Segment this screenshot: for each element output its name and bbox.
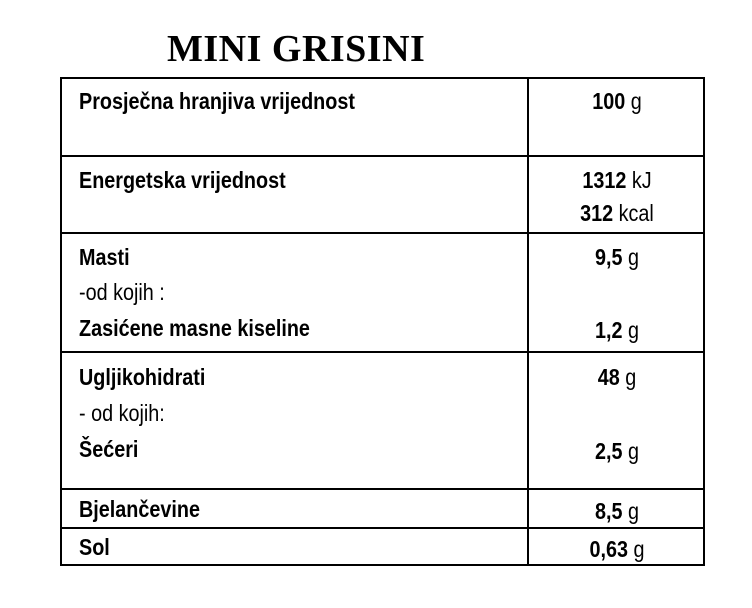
nutrient-value: 1312 kJ — [582, 167, 652, 193]
nutrition-table — [60, 77, 705, 566]
nutrient-label: Energetska vrijednost — [79, 167, 286, 193]
row-divider — [60, 527, 705, 529]
nutrient-value: 312 kcal — [580, 200, 654, 226]
table-border-left — [60, 77, 62, 566]
nutrient-label: Bjelančevine — [79, 496, 200, 522]
nutrient-value: 48 g — [597, 364, 637, 390]
nutrient-value: 100 g — [592, 88, 642, 114]
nutrient-sublabel: - od kojih: — [79, 400, 165, 426]
row-divider — [60, 232, 705, 234]
nutrient-label: Ugljikohidrati — [79, 364, 206, 390]
nutrient-label: Prosječna hranjiva vrijednost — [79, 88, 355, 114]
row-divider — [60, 351, 705, 353]
nutrient-sublabel: -od kojih : — [79, 279, 165, 305]
nutrient-value: 9,5 g — [594, 244, 639, 270]
nutrient-label: Masti — [79, 244, 130, 270]
nutrient-label: Šećeri — [79, 436, 139, 462]
row-divider — [60, 488, 705, 490]
table-border-bottom — [60, 564, 705, 566]
table-border-top — [60, 77, 705, 79]
table-border-right — [703, 77, 705, 566]
nutrient-value: 2,5 g — [594, 438, 639, 464]
product-title: MINI GRISINI — [167, 28, 426, 70]
nutrient-label: Sol — [79, 534, 110, 560]
nutrient-value: 1,2 g — [594, 317, 639, 343]
nutrient-value: 8,5 g — [594, 498, 639, 524]
nutrient-value: 0,63 g — [589, 536, 645, 562]
row-divider — [60, 155, 705, 157]
nutrient-label: Zasićene masne kiseline — [79, 315, 310, 341]
column-divider — [527, 77, 529, 566]
